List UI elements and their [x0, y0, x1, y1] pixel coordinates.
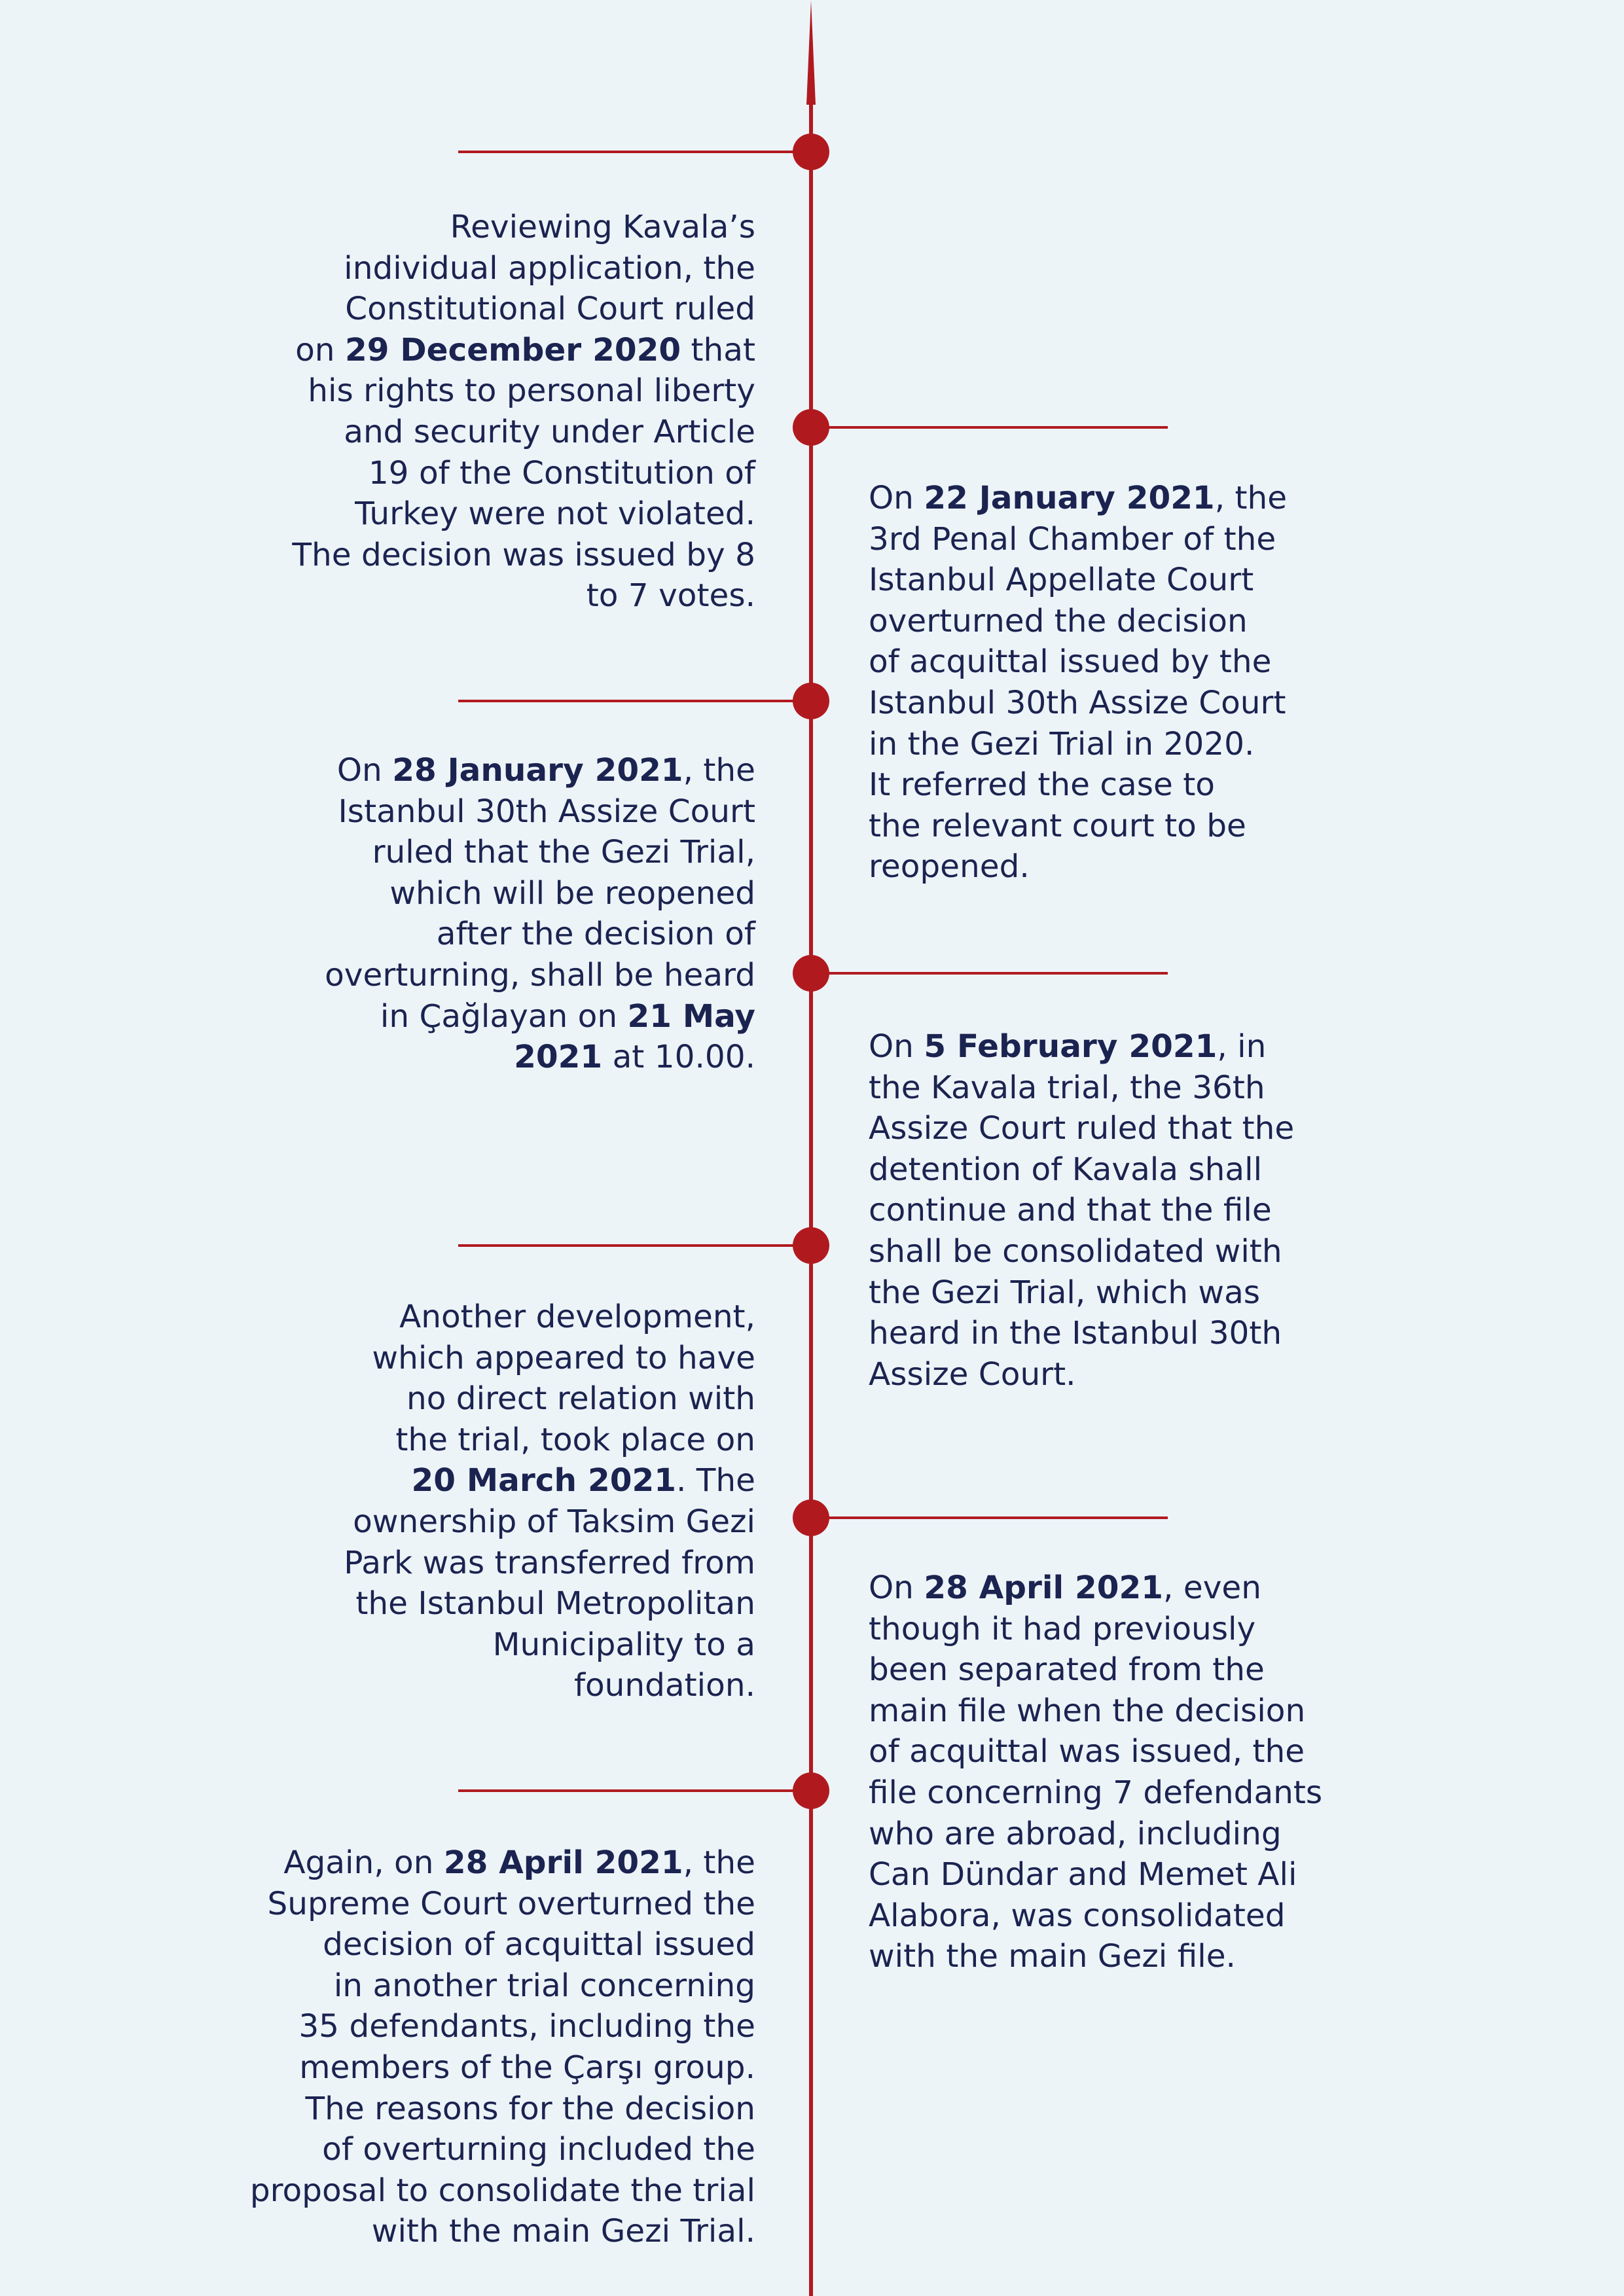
entry-text: On [869, 480, 924, 516]
entry-text: shall be consolidated with [869, 1232, 1282, 1270]
entry-text: in Çağlayan on [380, 997, 628, 1035]
entry-text: Istanbul Appellate Court [869, 562, 1254, 599]
entry-text: proposal to consolidate the trial [249, 2172, 755, 2209]
date-highlight: 2021 [514, 1039, 603, 1076]
timeline-connector [458, 1244, 812, 1247]
entry-text: the Gezi Trial, which was [869, 1274, 1261, 1311]
timeline-connector [812, 972, 1168, 975]
entry-text: in another trial concerning [333, 1967, 755, 2004]
entry-text: , the [1214, 480, 1288, 516]
entry-text: to 7 votes. [586, 577, 755, 615]
entry-text: no direct relation with [406, 1380, 755, 1418]
timeline-node [793, 1227, 829, 1264]
entry-text: Park was transferred from [344, 1544, 755, 1581]
timeline-entry [869, 478, 1287, 888]
entry-text: Another development, [399, 1299, 755, 1335]
entry-text: On [869, 1570, 924, 1606]
date-highlight: 28 April 2021 [443, 1844, 683, 1881]
entry-text: and security under Article [344, 413, 755, 450]
entry-text: of overturning included the [322, 2131, 755, 2168]
entry-text: Assize Court ruled that the [869, 1110, 1295, 1147]
entry-text: which appeared to have [372, 1339, 755, 1376]
entry-text: 19 of the Constitution of [368, 454, 755, 492]
entry-text: of acquittal was issued, the [869, 1733, 1305, 1770]
entry-text: individual application, the [344, 249, 755, 287]
entry-text: foundation. [573, 1667, 755, 1704]
timeline-connector [458, 151, 812, 153]
entry-text: at 10.00. [602, 1039, 755, 1076]
entry-text: The reasons for the decision [305, 2090, 755, 2127]
entry-text: overturning, shall be heard [325, 956, 755, 994]
date-highlight: 5 February 2021 [924, 1028, 1218, 1065]
entry-text: in the Gezi Trial in 2020. [869, 725, 1255, 762]
entry-text: though it had previously [869, 1610, 1256, 1647]
entry-text: the trial, took place on [395, 1421, 755, 1458]
entry-text: with the main Gezi file. [869, 1938, 1236, 1975]
timeline-entry [325, 750, 755, 1078]
entry-text: members of the Çarşı group. [299, 2049, 755, 2086]
entry-text: after the decision of [436, 916, 755, 953]
entry-text: , the [683, 752, 755, 789]
timeline-node [793, 409, 829, 446]
entry-text: Reviewing Kavala’s [450, 209, 755, 245]
timeline-entry [344, 1297, 755, 1706]
entry-text: who are abroad, including [869, 1815, 1282, 1852]
timeline-node [793, 134, 829, 170]
date-highlight: 22 January 2021 [924, 480, 1215, 516]
entry-text: ownership of Taksim Gezi [353, 1503, 755, 1540]
timeline-node [793, 683, 829, 719]
entry-text: . The [676, 1462, 755, 1499]
entry-text: Assize Court. [869, 1355, 1076, 1393]
entry-text: Alabora, was consolidated [869, 1897, 1286, 1934]
entry-text: been separated from the [869, 1651, 1265, 1689]
entry-text: Istanbul 30th Assize Court [869, 684, 1286, 721]
entry-text: Can Dündar and Memet Ali [869, 1856, 1297, 1893]
entry-text: heard in the Istanbul 30th [869, 1315, 1282, 1352]
entry-text: Again, on [283, 1844, 444, 1881]
date-highlight: 20 March 2021 [411, 1462, 676, 1499]
timeline-entry [250, 1842, 755, 2252]
entry-text: , even [1163, 1570, 1261, 1606]
entry-text: detention of Kavala shall [869, 1151, 1263, 1188]
entry-text: continue and that the file [869, 1192, 1272, 1229]
timeline-entry [869, 1568, 1322, 1977]
entry-text: the Kavala trial, the 36th [869, 1069, 1265, 1106]
date-highlight: 28 April 2021 [924, 1570, 1164, 1606]
entry-text: with the main Gezi Trial. [371, 2213, 755, 2250]
timeline-entry [292, 207, 755, 617]
entry-text: 35 defendants, including the [298, 2008, 755, 2045]
entry-text: of acquittal issued by the [869, 643, 1272, 681]
timeline-connector [812, 426, 1168, 429]
entry-text: file concerning 7 defendants [869, 1774, 1323, 1811]
entry-text: , in [1217, 1028, 1267, 1065]
timeline-node [793, 1499, 829, 1536]
entry-text: which will be reopened [389, 874, 755, 912]
entry-text: on [295, 331, 345, 368]
entry-text: decision of acquittal issued [323, 1926, 755, 1964]
entry-text: , the [683, 1844, 755, 1881]
timeline-node [793, 1772, 829, 1809]
date-highlight: 28 January 2021 [392, 752, 683, 789]
timeline-connector [458, 1789, 812, 1792]
entry-text: On [336, 752, 393, 789]
entry-text: the Istanbul Metropolitan [355, 1585, 755, 1623]
date-highlight: 29 December 2020 [344, 331, 681, 368]
entry-text: Istanbul 30th Assize Court [338, 793, 755, 830]
entry-text: overturned the decision [869, 602, 1248, 639]
entry-text: his rights to personal liberty [308, 372, 755, 410]
entry-text: The decision was issued by 8 [292, 536, 755, 573]
entry-text: On [869, 1028, 924, 1065]
timeline-axis-tip [806, 0, 816, 105]
timeline-connector [812, 1516, 1168, 1519]
timeline-connector [458, 700, 812, 702]
timeline-entry [869, 1026, 1294, 1395]
entry-text: main file when the decision [869, 1692, 1306, 1729]
entry-text: Turkey were not violated. [355, 495, 755, 533]
entry-text: that [681, 331, 755, 368]
date-highlight: 21 May [627, 997, 755, 1035]
entry-text: Municipality to a [492, 1626, 755, 1663]
entry-text: It referred the case to [869, 766, 1215, 804]
entry-text: reopened. [869, 848, 1030, 886]
entry-text: Supreme Court overturned the [267, 1885, 755, 1922]
entry-text: Constitutional Court ruled [345, 291, 755, 328]
timeline-node [793, 955, 829, 992]
entry-text: ruled that the Gezi Trial, [372, 834, 755, 871]
entry-text: 3rd Penal Chamber of the [869, 520, 1276, 558]
entry-text: the relevant court to be [869, 807, 1246, 844]
